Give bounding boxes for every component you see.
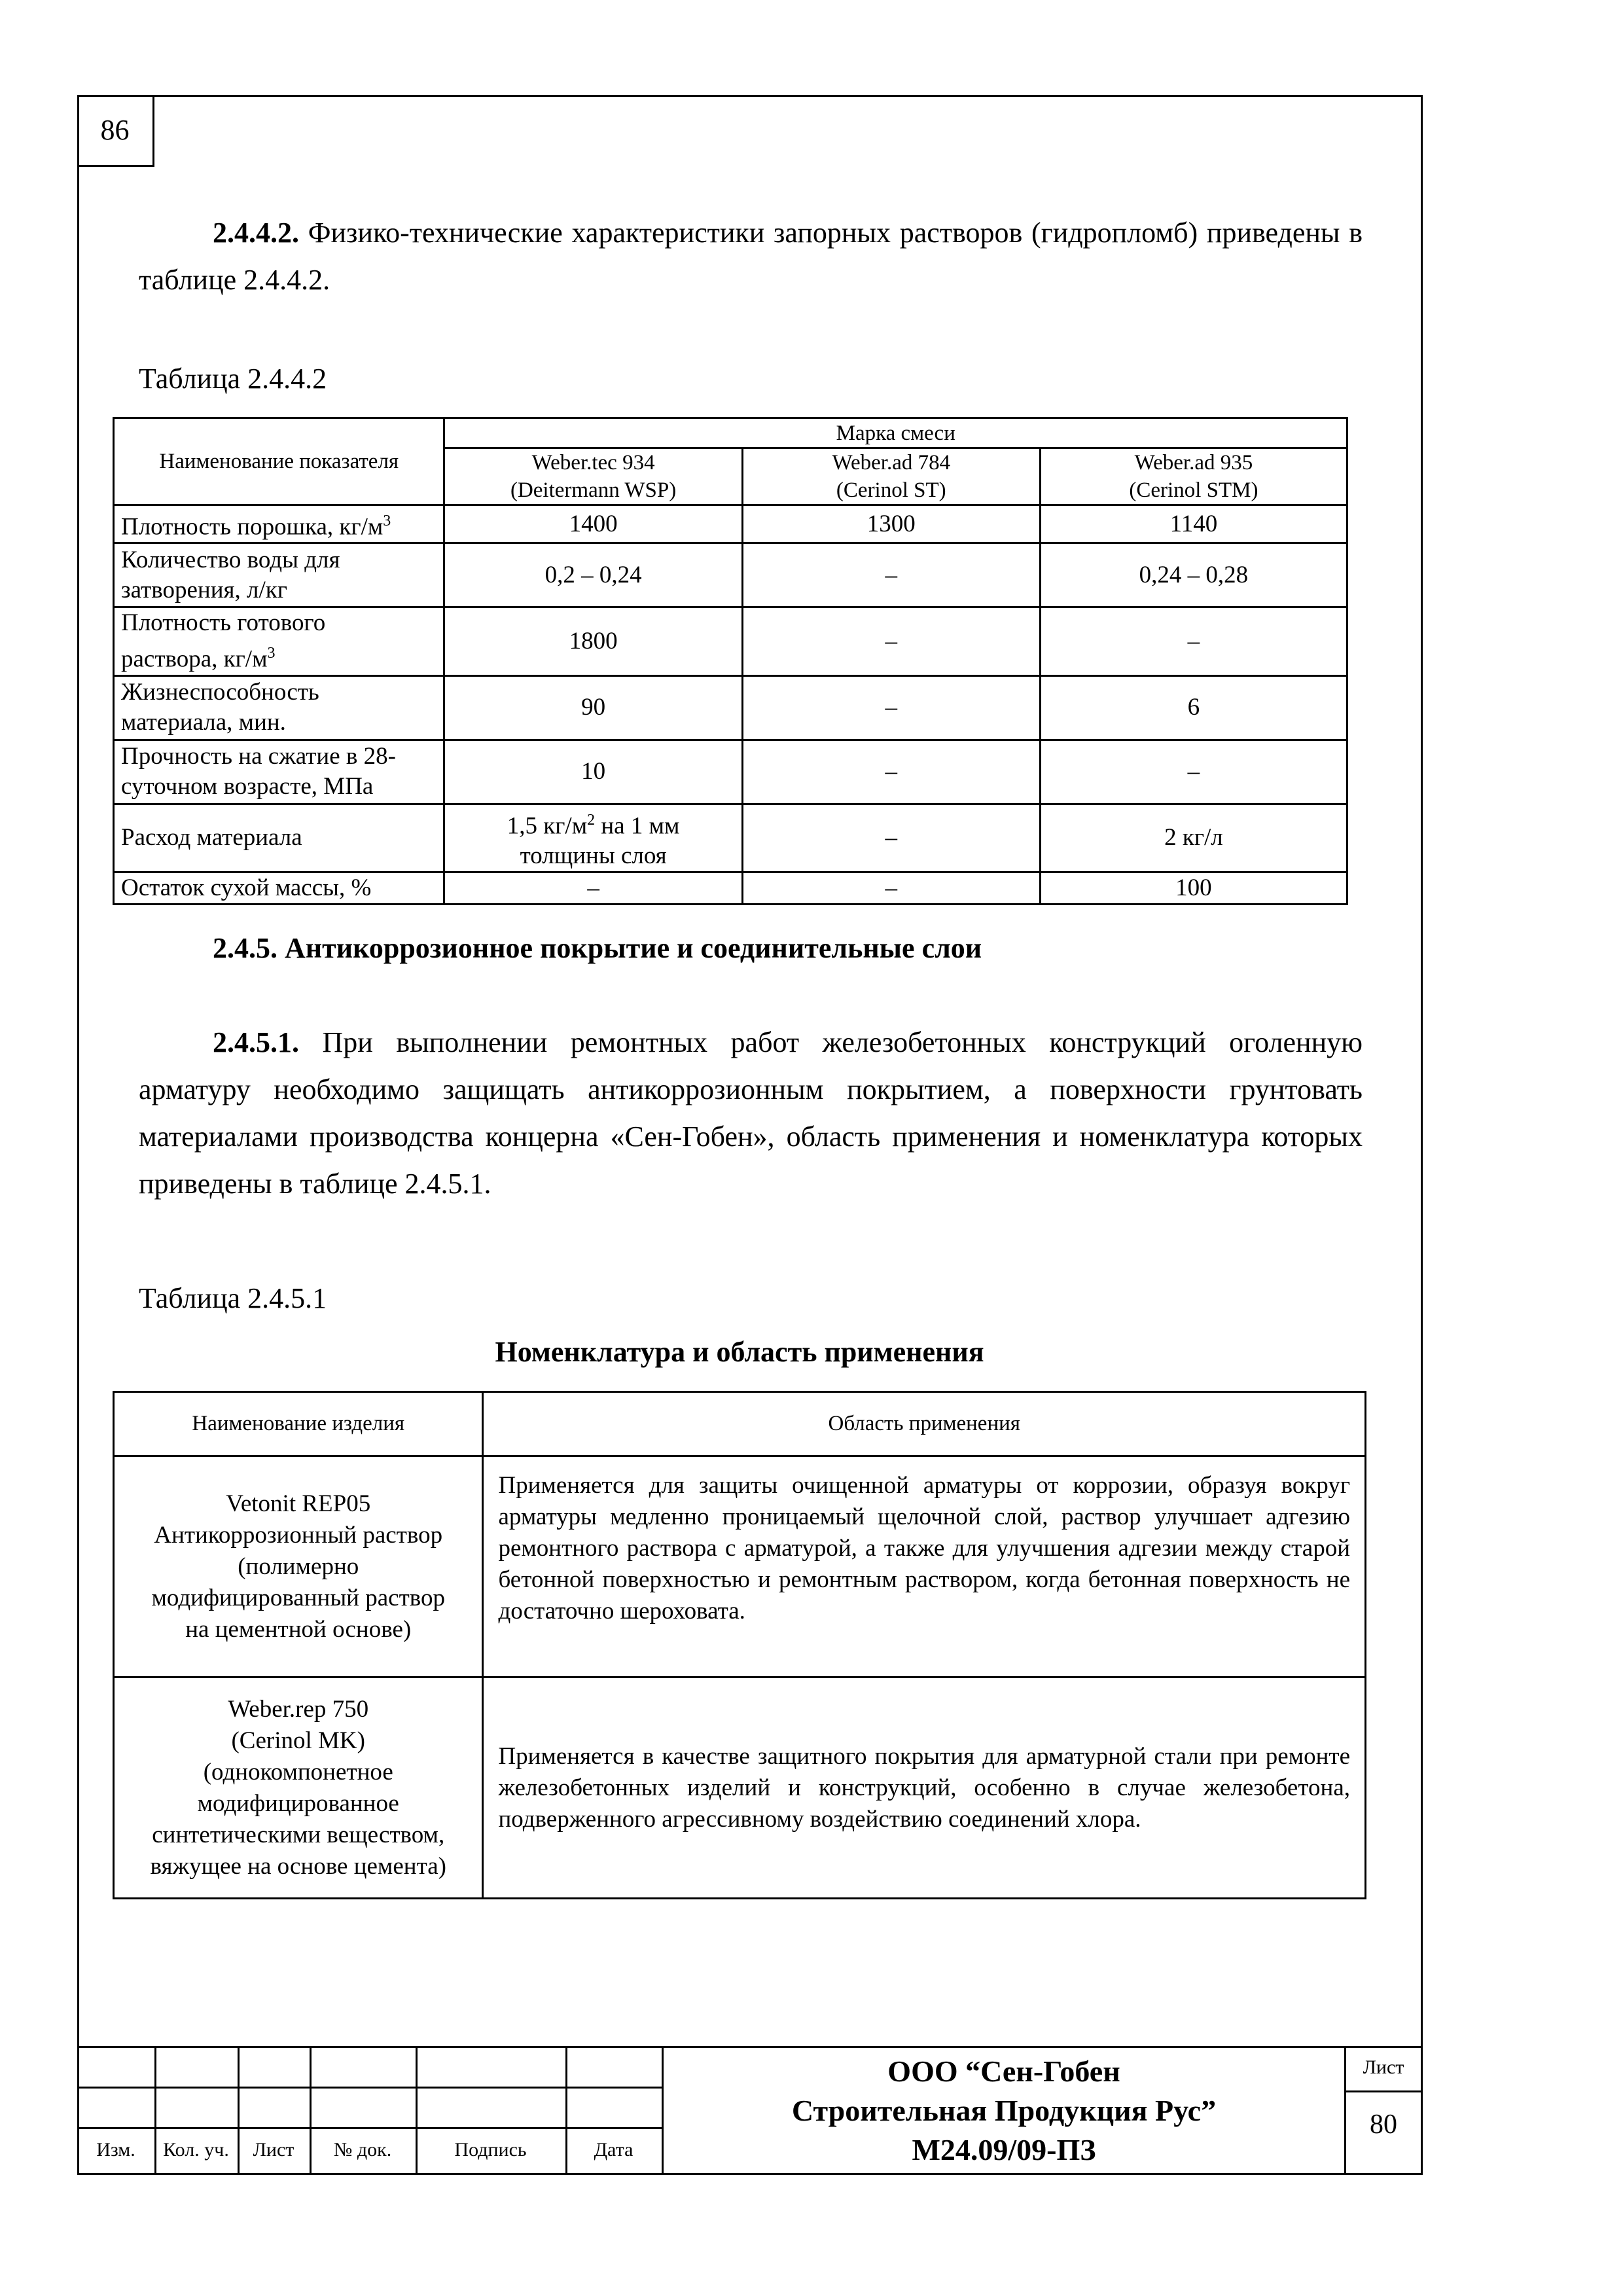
header-brand: Weber.tec 934 (Deitermann WSP) [444,448,742,505]
table-row: Прочность на сжатие в 28- суточном возрасте, МПа 10 – – [114,740,1347,804]
paragraph-text: При выполнении ремонтных работ железобетонных конструкций оголенную арматуру необходимо защищать антикоррозионным покрытием, а поверхности грунтовать материалами производства концерна «Сен-Гобен», область применения и номенклатура которых приведены в таблице 2.4.5.1. [139,1026,1363,1200]
paragraph-text: Физико-технические характеристики запорных растворов (гидропломб) приведены в таблице 2.4.4.2. [139,217,1363,296]
paragraph-lead: 2.4.4.2. [213,217,299,249]
table-row: Расход материала 1,5 $кг/м^2$ на 1 мм толщины слоя – 2 кг/л [114,804,1347,872]
header-product-name: Наименование изделия [114,1392,483,1456]
sheet-number: 80 [1370,2109,1397,2140]
stamp-label: Дата [594,2139,633,2161]
section-heading: 2.4.5. Антикоррозионное покрытие и соединительные слои [213,932,982,964]
page-number: 86 [77,95,154,167]
mortar-properties-table [113,417,1348,905]
header-parameter: Наименование показателя [114,418,444,505]
table-row: Vetonit REP05 Антикоррозионный раствор (полимерно модифицированный раствор на цементной основе) Применяется для защиты очищенной арматуры от коррозии, образуя вокруг арматуры медленно проницаемый щелочной слой, раствор улучшает адгезию ремонтного раствора с арматурой, а также для улучшения адгезии между старой бетонной поверхностью и ремонтным раствором, когда бетонная поверхность не достаточно шероховата. [114,1456,1366,1677]
table-label: Таблица 2.4.4.2 [139,363,327,395]
table-row: Плотность готового раствора, $кг/м^3$ 1800 – – [114,607,1347,675]
stamp-label: Изм. [96,2139,135,2161]
table-title: Номенклатура и область применения [495,1336,984,1368]
table-row: Weber.rep 750 (Cerinol MK) (однокомпонетное модифицированное синтетическими веществом, вяжущее на основе цемента) Применяется в качестве защитного покрытия для арматурной стали при ремонте железобетонных изделий и конструкций, особенно в случае железобетона, подверженного агрессивному воздействию соединений хлора. [114,1677,1366,1899]
table-row: Остаток сухой массы, % – – 100 [114,872,1347,904]
table-row: Количество воды для затворения, л/кг 0,2 – 0,24 – 0,24 – 0,28 [114,543,1347,607]
header-brand: Weber.ad 784 (Cerinol ST) [742,448,1040,505]
paragraph-2-4-4-2 [139,209,1363,304]
header-application-area: Область применения [483,1392,1366,1456]
table-label: Таблица 2.4.5.1 [139,1282,327,1314]
nomenclature-table [113,1391,1366,1899]
stamp-label: Подпись [454,2139,527,2161]
header-brand-group: Марка смеси [444,418,1347,448]
title-block-stamp [77,2046,1423,2175]
table-row: Жизнеспособность материала, мин. 90 – 6 [114,675,1347,740]
sheet-label: Лист [1363,2056,1404,2078]
stamp-label: № док. [333,2139,392,2161]
paragraph-lead: 2.4.5.1. [213,1026,299,1058]
table-row: Плотность порошка, $кг/м^3$ 1400 1300 1140 [114,505,1347,543]
stamp-label: Кол. уч. [163,2139,229,2161]
stamp-label: Лист [253,2139,294,2161]
header-brand: Weber.ad 935 (Cerinol STM) [1040,448,1347,505]
company-title: ООО “Сен-Гобен Строительная Продукция Рус” М24.09/09-ПЗ [791,2054,1217,2166]
paragraph-2-4-5-1 [139,1019,1363,1208]
